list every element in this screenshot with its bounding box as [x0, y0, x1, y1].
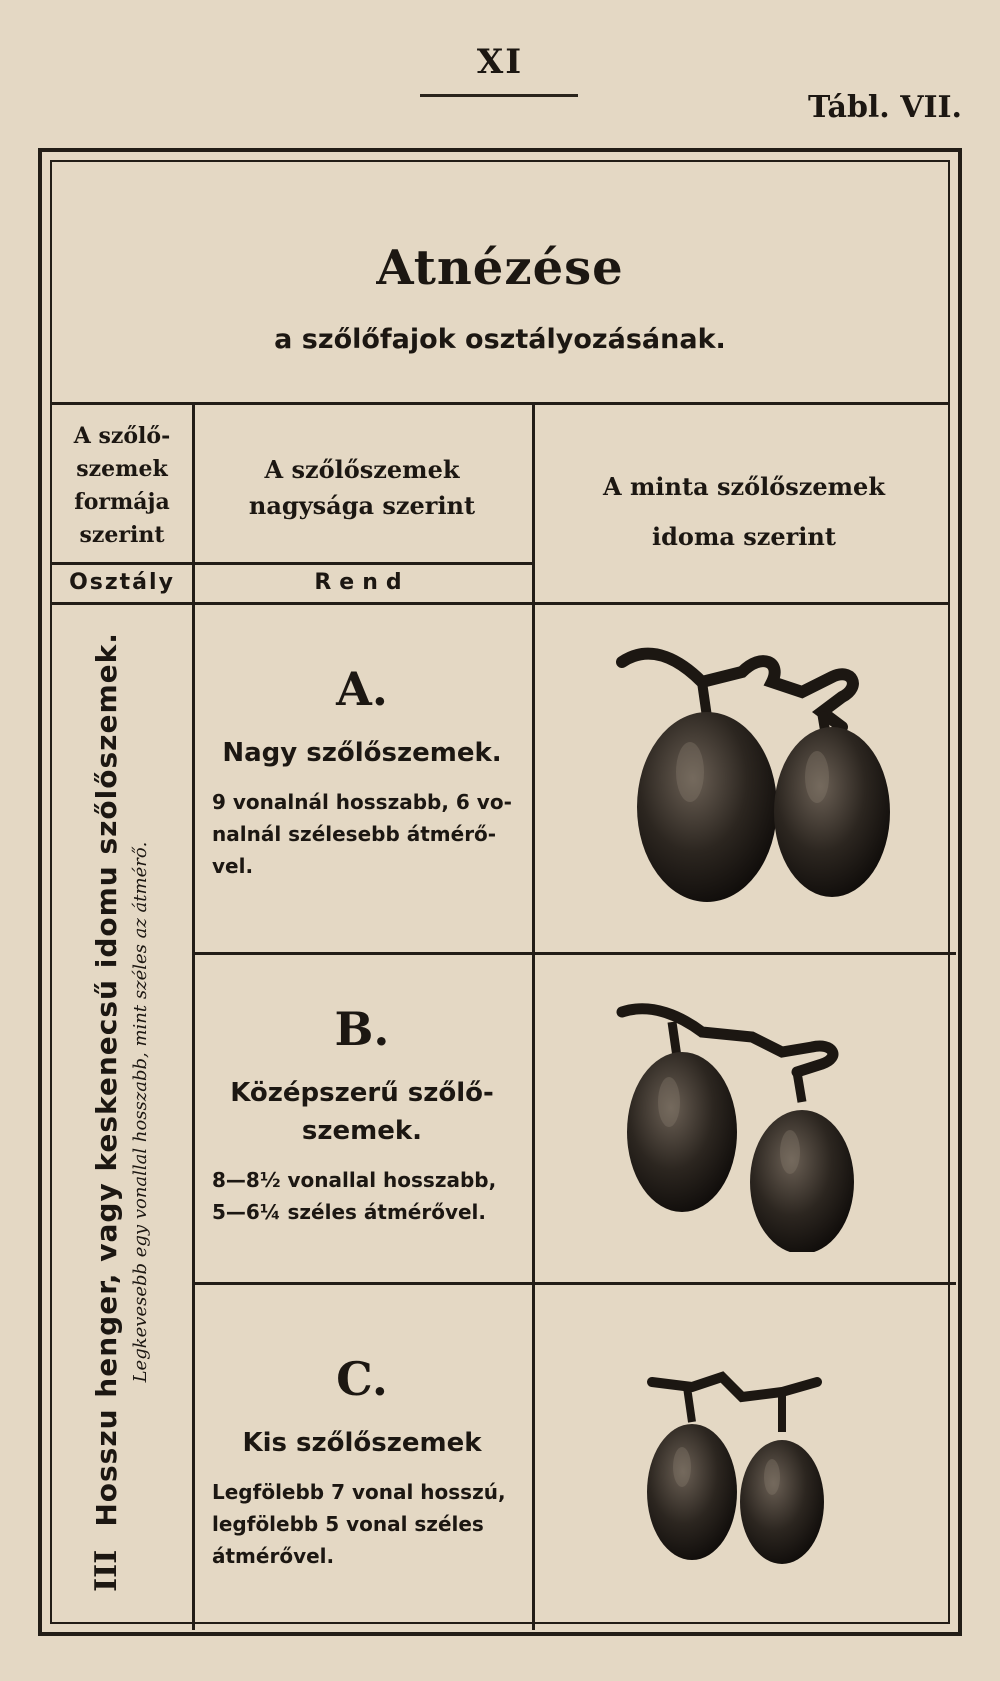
- order-desc-line: 9 vonalnál hosszabb, 6 vo-: [212, 790, 512, 814]
- order-desc-line: legfölebb 5 vonal széles: [212, 1512, 484, 1536]
- order-c: [212, 1352, 512, 1572]
- order-b: [212, 1002, 512, 1228]
- order-desc-line: 5—6¼ széles átmérővel.: [212, 1200, 487, 1224]
- col2-rule: [532, 402, 535, 1630]
- header-col3-line: A minta szőlőszemek: [603, 472, 885, 501]
- order-letter: A.: [336, 662, 388, 716]
- order-name-line: Középszerű szőlő-: [230, 1078, 494, 1108]
- title-block: [52, 162, 948, 402]
- header-foot-rule: [52, 562, 532, 565]
- row-a-rule: [192, 952, 956, 955]
- class-column: [60, 612, 180, 1612]
- header-col1-line: A szőlő-: [73, 423, 171, 449]
- header-col1-line: szerint: [79, 522, 165, 548]
- page-number-rule: [420, 94, 578, 97]
- order-desc: [212, 1164, 512, 1228]
- header-col1-line: formája: [74, 489, 170, 515]
- order-letter: B.: [334, 1002, 390, 1056]
- table-frame: [38, 148, 962, 1636]
- order-desc-line: Legfölebb 7 vonal hosszú,: [212, 1480, 506, 1504]
- order-name: Nagy szőlőszemek.: [222, 738, 502, 768]
- order-name: Kis szőlőszemek: [242, 1428, 482, 1458]
- class-label: [89, 632, 151, 1592]
- main-title: Atnézése: [376, 240, 624, 296]
- header-col1-foot: Osztály: [69, 570, 175, 595]
- order-desc-line: átmérővel.: [212, 1544, 335, 1568]
- table-inner: [50, 160, 950, 1624]
- order-name-line: szemek.: [301, 1116, 423, 1146]
- header-col3-line: idoma szerint: [652, 522, 836, 551]
- header-rule: [52, 602, 948, 605]
- order-a: [212, 662, 512, 882]
- title-rule: [52, 402, 948, 405]
- class-note: Legkevesebb egy vonallal hosszabb, mint széles az átmérő.: [130, 841, 151, 1383]
- order-name: [212, 1074, 512, 1150]
- grape-pair-medium-icon: [612, 992, 912, 1252]
- header-col2-line: A szőlőszemek: [264, 455, 460, 484]
- header-col1-line: szemek: [76, 456, 168, 482]
- page-number: XI: [476, 42, 524, 82]
- order-letter: C.: [336, 1352, 388, 1406]
- row-b-rule: [192, 1282, 956, 1285]
- grape-pair-large-icon: [612, 632, 932, 932]
- order-desc-line: 8—8½ vonallal hosszabb,: [212, 1168, 497, 1192]
- header-col2: [192, 452, 532, 524]
- table-label: Tábl. VII.: [808, 90, 962, 125]
- header-col2-foot: Rend: [314, 570, 410, 595]
- order-desc: [212, 786, 512, 882]
- class-name: Hosszu henger, vagy keskenecsű idomu szőlőszemek.: [90, 632, 123, 1527]
- class-roman: III: [89, 1549, 124, 1592]
- header-col2-line: nagysága szerint: [248, 491, 476, 520]
- header-col1: [52, 420, 192, 552]
- grape-pair-small-icon: [632, 1352, 892, 1582]
- order-desc-line: nalnál szélesebb átmérő-: [212, 822, 497, 846]
- order-desc: [212, 1476, 512, 1572]
- header-col3: [532, 462, 956, 562]
- sub-title: a szőlőfajok osztályozásának.: [274, 324, 726, 355]
- order-desc-line: vel.: [212, 854, 254, 878]
